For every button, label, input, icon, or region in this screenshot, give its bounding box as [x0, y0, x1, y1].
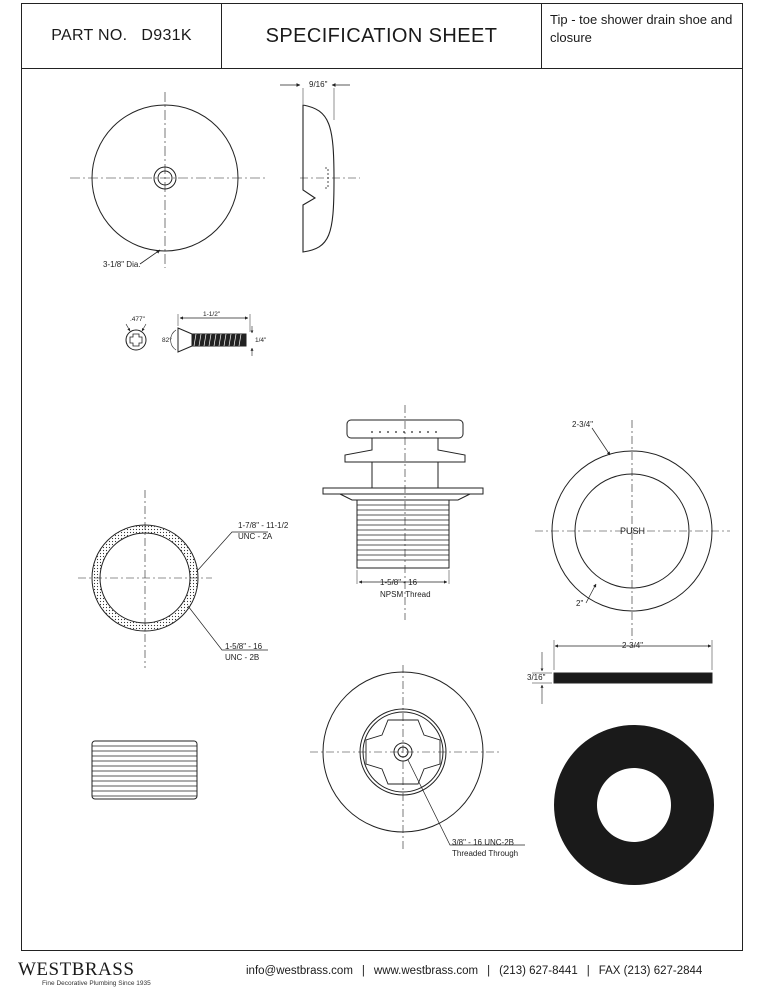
cap-side-profile [280, 85, 360, 252]
center-thread-note: Threaded Through [452, 849, 519, 858]
part-label: PART NO. [51, 27, 128, 44]
screw-length-label: 1-1/2" [203, 311, 221, 318]
push-inner-label: 2" [576, 599, 584, 608]
brand-logo: WESTBRASS [18, 959, 135, 980]
cap-width-label: 9/16" [309, 80, 328, 89]
cap-diameter-label: 3-1/8" Dia. [103, 260, 141, 269]
ring-outer-class-label: UNC - 2A [238, 532, 273, 541]
body-thread-type-label: NPSM Thread [380, 590, 431, 599]
fax-number: FAX (213) 627-2844 [598, 965, 703, 977]
gasket-top-view [554, 725, 714, 885]
gasket-width-label: 2-3/4" [622, 641, 644, 650]
phone-number: (213) 627-8441 [499, 965, 578, 977]
drain-body-top-view [310, 665, 525, 850]
body-thread-label: 1-5/8" - 16 [380, 578, 418, 587]
footer [0, 951, 766, 990]
screw-diameter-label: 1/4" [255, 337, 267, 344]
email-link[interactable]: info@westbrass.com [246, 965, 353, 977]
ring-inner-thread-label: 1-5/8" - 16 [225, 642, 263, 651]
lock-ring-side-view [92, 741, 197, 799]
push-outer-label: 2-3/4" [572, 420, 594, 429]
screw-head-label: .477" [130, 316, 145, 323]
part-number: D931K [141, 27, 192, 44]
website-link[interactable]: www.westbrass.com [373, 965, 479, 977]
sheet-title: SPECIFICATION SHEET [222, 4, 542, 68]
ring-inner-class-label: UNC - 2B [225, 653, 260, 662]
screw-head-view [126, 324, 146, 350]
screw-angle-label: 82° [162, 337, 172, 344]
contact-info: info@westbrass.com | www.westbrass.com | (213) 627-8441 | FAX (213) 627-2844 [246, 965, 703, 977]
ring-outer-thread-label: 1-7/8" - 11-1/2 [238, 521, 289, 530]
product-description: Tip - toe shower drain shoe and closure [550, 12, 733, 45]
push-text-label: PUSH [620, 526, 646, 536]
gasket-thickness-label: 3/16" [527, 673, 546, 682]
cap-top-view [70, 92, 265, 268]
screw-side-view [171, 314, 252, 356]
brand-tagline: Fine Decorative Plumbing Since 1935 [42, 980, 151, 987]
center-thread-label: 3/8" - 16 UNC-2B [452, 838, 514, 847]
drain-body-side-view [323, 405, 483, 620]
